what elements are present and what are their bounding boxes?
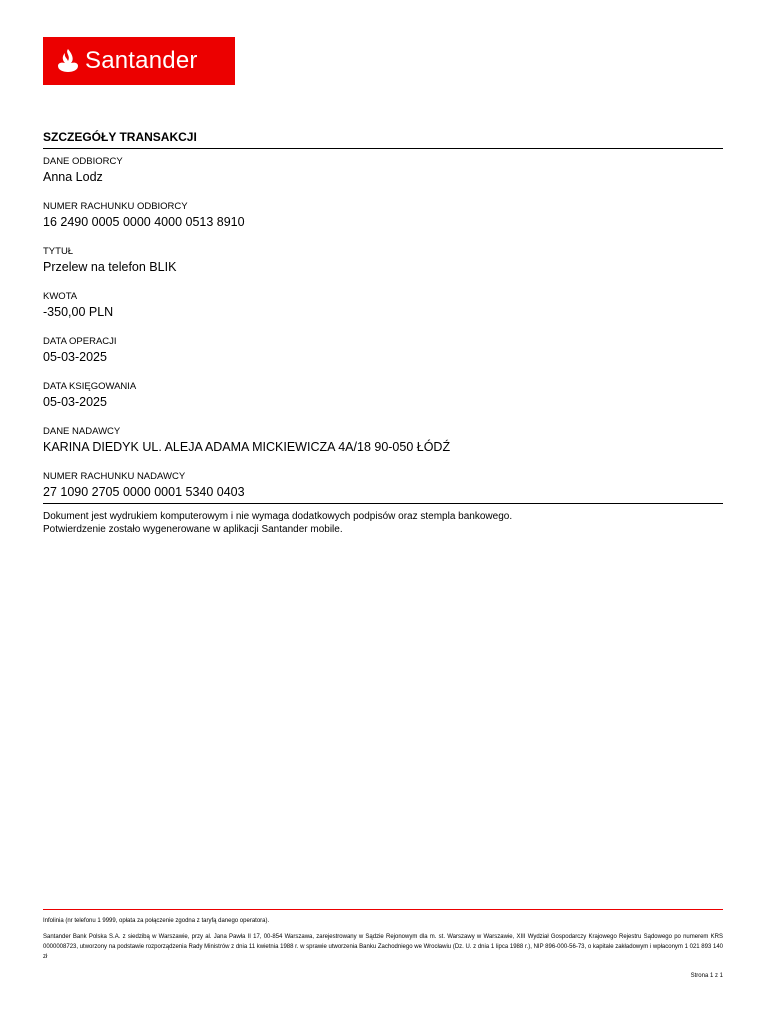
field-label: NUMER RACHUNKU NADAWCY <box>43 471 186 482</box>
brand-name: Santander <box>85 47 198 74</box>
sender-account-field <box>43 471 723 504</box>
field-label: DATA OPERACJI <box>43 336 117 347</box>
note-line: Potwierdzenie zostało wygenerowane w aplikacji Santander mobile. <box>43 524 343 535</box>
flame-logo-icon <box>57 48 79 74</box>
field-value: KARINA DIEDYK UL. ALEJA ADAMA MICKIEWICZA 4A/18 90-050 ŁÓDŹ <box>43 440 451 454</box>
field-label: NUMER RACHUNKU ODBIORCY <box>43 201 188 212</box>
field-value: 16 2490 0005 0000 4000 0513 8910 <box>43 215 245 229</box>
santander-logo <box>43 37 235 85</box>
recipient-name-field <box>43 156 723 185</box>
transaction-details <box>43 130 723 536</box>
field-label: DANE NADAWCY <box>43 426 121 437</box>
field-label: DATA KSIĘGOWANIA <box>43 381 137 392</box>
field-label: TYTUŁ <box>43 246 74 257</box>
field-value: -350,00 PLN <box>43 305 114 319</box>
recipient-account-field <box>43 201 723 230</box>
field-value: 27 1090 2705 0000 0001 5340 0403 <box>43 485 245 499</box>
field-value: 05-03-2025 <box>43 395 107 409</box>
note-line: Dokument jest wydrukiem komputerowym i nie wymaga dodatkowych podpisów oraz stempla bankowego. <box>43 511 513 522</box>
infoline-text: Infolinia (nr telefonu 1 9999, opłata za połączenie zgodna z taryfą danego operatora). <box>43 918 270 924</box>
field-label: KWOTA <box>43 291 78 302</box>
field-label: DANE ODBIORCY <box>43 156 123 167</box>
title-field <box>43 246 723 275</box>
field-value: Przelew na telefon BLIK <box>43 260 177 274</box>
document-note <box>43 510 723 536</box>
footer <box>43 909 723 962</box>
legal-text: Santander Bank Polska S.A. z siedzibą w Warszawie, przy al. Jana Pawła II 17, 00-854 Warszawa, zarejestrowany w Sądzie Rejonowym dla m. st. Warszawy w Warszawie, XIII Wydział Gospodarczy Krajowego Rejestru Sądowego po numerem KRS 0000008723, utworzony na podstawie rozporządzenia Rady Ministrów z dnia 11 kwietnia 1988 r. w sprawie utworzenia Banku Zachodniego we Wrocławiu (Dz. U. z dnia 1 lipca 1988 r.), NIP 896-000-56-73, o kapitale zakładowym i wpłaconym 1 021 893 140 zł <box>43 934 723 960</box>
field-value: 05-03-2025 <box>43 350 107 364</box>
operation-date-field <box>43 336 723 365</box>
page-title: SZCZEGÓŁY TRANSAKCJI <box>43 130 723 149</box>
field-value: Anna Lodz <box>43 170 103 184</box>
page-number: Strona 1 z 1 <box>690 973 723 979</box>
sender-name-field <box>43 426 723 455</box>
amount-field <box>43 291 723 320</box>
booking-date-field <box>43 381 723 410</box>
